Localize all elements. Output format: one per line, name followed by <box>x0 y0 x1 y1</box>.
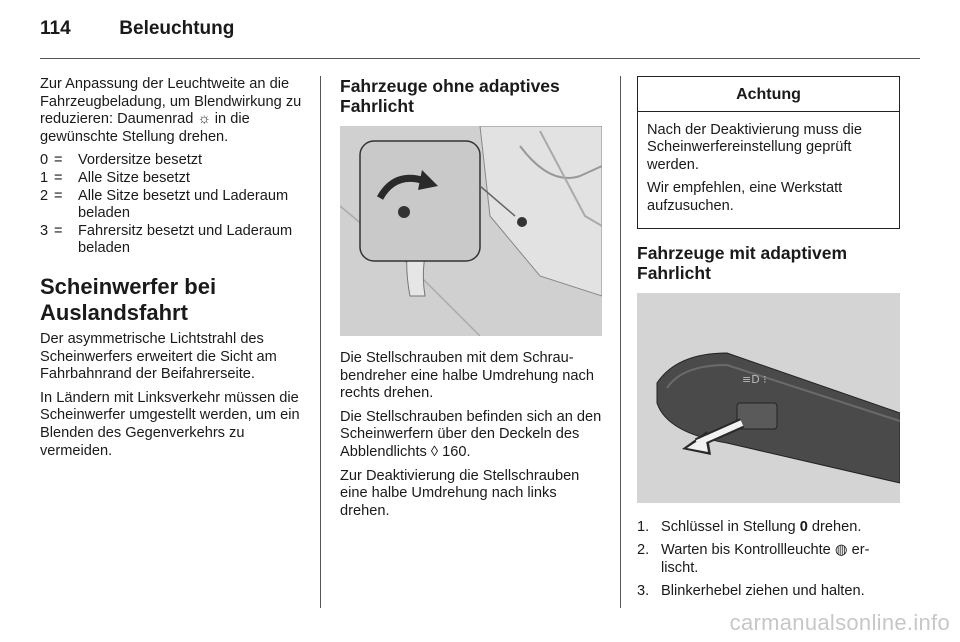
screw-icon <box>517 217 527 227</box>
paragraph: Zur Deaktivierung die Stellschrauben eine halbe Umdrehung nach links drehen. <box>340 467 580 519</box>
legend-row <box>40 170 306 188</box>
list-item <box>637 519 900 537</box>
paragraph: Der asymmetrische Lichtstrahl des Scheinwerfers erweitert die Sicht am Fahrbahnrand der Beifahrerseite. <box>40 330 277 383</box>
page-header <box>40 18 234 40</box>
magnifier-inset <box>360 141 480 261</box>
step-number: 1. <box>637 518 650 535</box>
paragraph: In Ländern mit Linksverkehr müssen die Scheinwerfer umgestellt werden, um ein Blenden des Gegenverkehrs zu vermeiden. <box>40 389 300 459</box>
caution-text: Wir empfehlen, eine Werkstatt aufzusuchen. <box>647 180 843 214</box>
section-heading-auslandsfahrt: Scheinwerfer bei Auslandsfahrt <box>40 273 217 325</box>
legend-row <box>40 152 306 170</box>
legend-key: 2 <box>40 187 49 204</box>
legend-text: Alle Sitze besetzt <box>78 169 190 186</box>
legend-key: 3 <box>40 222 49 239</box>
caution-text: Nach der Deaktivierung muss die Scheinwerfereinstellung geprüft werden. <box>647 121 862 173</box>
legend-key: 1 <box>40 169 49 186</box>
step-text: Warten bis Kontrollleuchte ◍ erlischt. <box>661 542 870 576</box>
page-number: 114 <box>40 18 71 39</box>
section-heading-ohne-adaptiv: Fahrzeuge ohne adaptives Fahrlicht <box>340 76 560 116</box>
lever-drawing <box>637 293 900 503</box>
list-item <box>637 542 900 577</box>
legend-sep: = <box>54 169 63 186</box>
caution-box <box>637 76 900 229</box>
step-text: Blinkerhebel ziehen und halten. <box>661 583 865 600</box>
turn-signal-lever-illustration <box>637 293 900 503</box>
header-divider <box>40 58 920 59</box>
intro-text: Zur Anpassung der Leuchtweite an die Fahrzeugbeladung, um Blendwirkung zu reduzieren: Daumenrad ☼ in die gewünschte Stellung drehen. <box>40 76 302 145</box>
step-number: 3. <box>637 583 650 600</box>
section-heading-mit-adaptiv: Fahrzeuge mit adaptivem Fahrlicht <box>637 242 848 283</box>
column-divider-2 <box>620 76 621 608</box>
legend-text: Fahrersitz besetzt und Laderaum beladen <box>78 222 293 257</box>
page-title: Beleuchtung <box>119 18 235 39</box>
list-item <box>637 583 900 601</box>
adaptive-light-icon: ≡D ⁝ <box>742 372 767 386</box>
caution-title: Achtung <box>638 77 899 112</box>
column-1 <box>40 76 306 466</box>
legend-sep: = <box>54 152 63 169</box>
step-text <box>661 519 861 537</box>
column-3 <box>637 76 900 607</box>
legend-key: 0 <box>40 152 49 169</box>
step-text-pre: Schlüssel in Stellung <box>661 518 800 535</box>
legend-text: Alle Sitze besetzt und Laderaum beladen <box>78 187 289 222</box>
steps-list <box>637 519 900 601</box>
column-2 <box>340 76 606 526</box>
legend-sep: = <box>54 187 63 204</box>
step-text-bold: 0 <box>799 518 808 535</box>
paragraph: Die Stellschrauben mit dem Schraubendreher eine halbe Umdrehung nach rechts drehen. <box>340 350 594 402</box>
paragraph: Die Stellschrauben befinden sich an den Scheinwerfern über den Deckeln des Abblendlichts ◊ 160. <box>340 408 602 460</box>
step-text-post: drehen. <box>807 518 862 535</box>
legend-sep: = <box>54 222 63 239</box>
step-number: 2. <box>637 542 650 559</box>
watermark: carmanualsonline.info <box>729 610 950 635</box>
screw-icon <box>398 206 410 218</box>
legend-row <box>40 223 306 258</box>
legend-row <box>40 188 306 223</box>
headlight-drawing <box>340 126 602 336</box>
beladung-legend <box>40 152 306 258</box>
headlight-adjustment-illustration <box>340 126 602 336</box>
legend-text: Vordersitze besetzt <box>78 152 203 169</box>
column-divider-1 <box>320 76 321 608</box>
